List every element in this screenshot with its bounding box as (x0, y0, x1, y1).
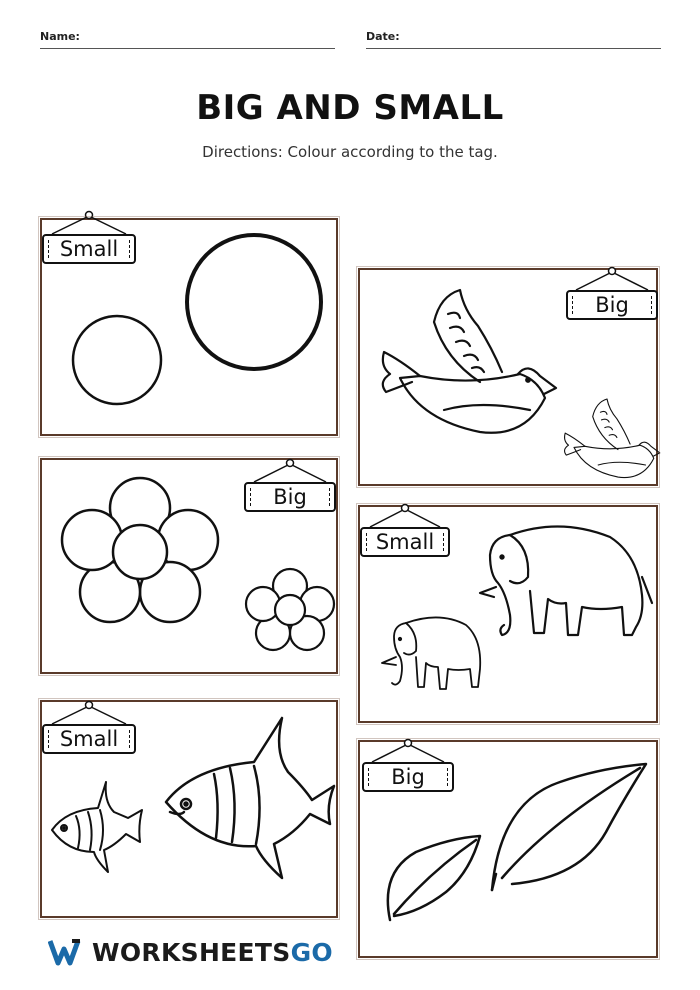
panel-circles[interactable] (40, 218, 338, 436)
small-bird (565, 399, 660, 478)
tag-label: Small (360, 527, 450, 557)
directions-text: Directions: Colour according to the tag. (202, 143, 498, 161)
panel-flowers[interactable] (40, 458, 338, 674)
brand-part1: WORKSHEETS (92, 937, 291, 967)
elephants-drawing (360, 507, 660, 725)
small-flower (246, 569, 334, 650)
big-leaf (492, 764, 646, 890)
tag-label: Small (42, 724, 136, 754)
leaves-drawing (360, 742, 660, 960)
panel-birds[interactable] (358, 268, 658, 486)
tag-label: Big (244, 482, 336, 512)
date-line[interactable] (366, 48, 661, 49)
name-line[interactable] (40, 48, 335, 49)
w-logo-icon (48, 937, 86, 967)
birds-drawing (360, 270, 660, 488)
flowers-drawing (42, 460, 340, 676)
big-bird (383, 290, 556, 433)
brand-part2: GO (290, 937, 333, 967)
panel-leaves[interactable] (358, 740, 658, 958)
date-label: Date: (366, 30, 400, 43)
tag-label: Big (566, 290, 658, 320)
big-flower (62, 478, 218, 622)
small-elephant (382, 617, 480, 689)
big-circle (187, 235, 321, 369)
panel-elephants[interactable] (358, 505, 658, 723)
brand-name (92, 938, 333, 967)
small-circle (73, 316, 161, 404)
tag-label: Big (362, 762, 454, 792)
tag-label: Small (42, 234, 136, 264)
fish-drawing (42, 702, 340, 920)
big-fish (166, 718, 334, 878)
panel-fish[interactable] (40, 700, 338, 918)
name-label: Name: (40, 30, 80, 43)
small-leaf (388, 836, 480, 920)
big-elephant (480, 526, 652, 635)
small-fish (52, 782, 142, 872)
circles-drawing (42, 220, 340, 438)
page-title: BIG AND SMALL (196, 88, 504, 128)
footer-brand (48, 935, 333, 969)
